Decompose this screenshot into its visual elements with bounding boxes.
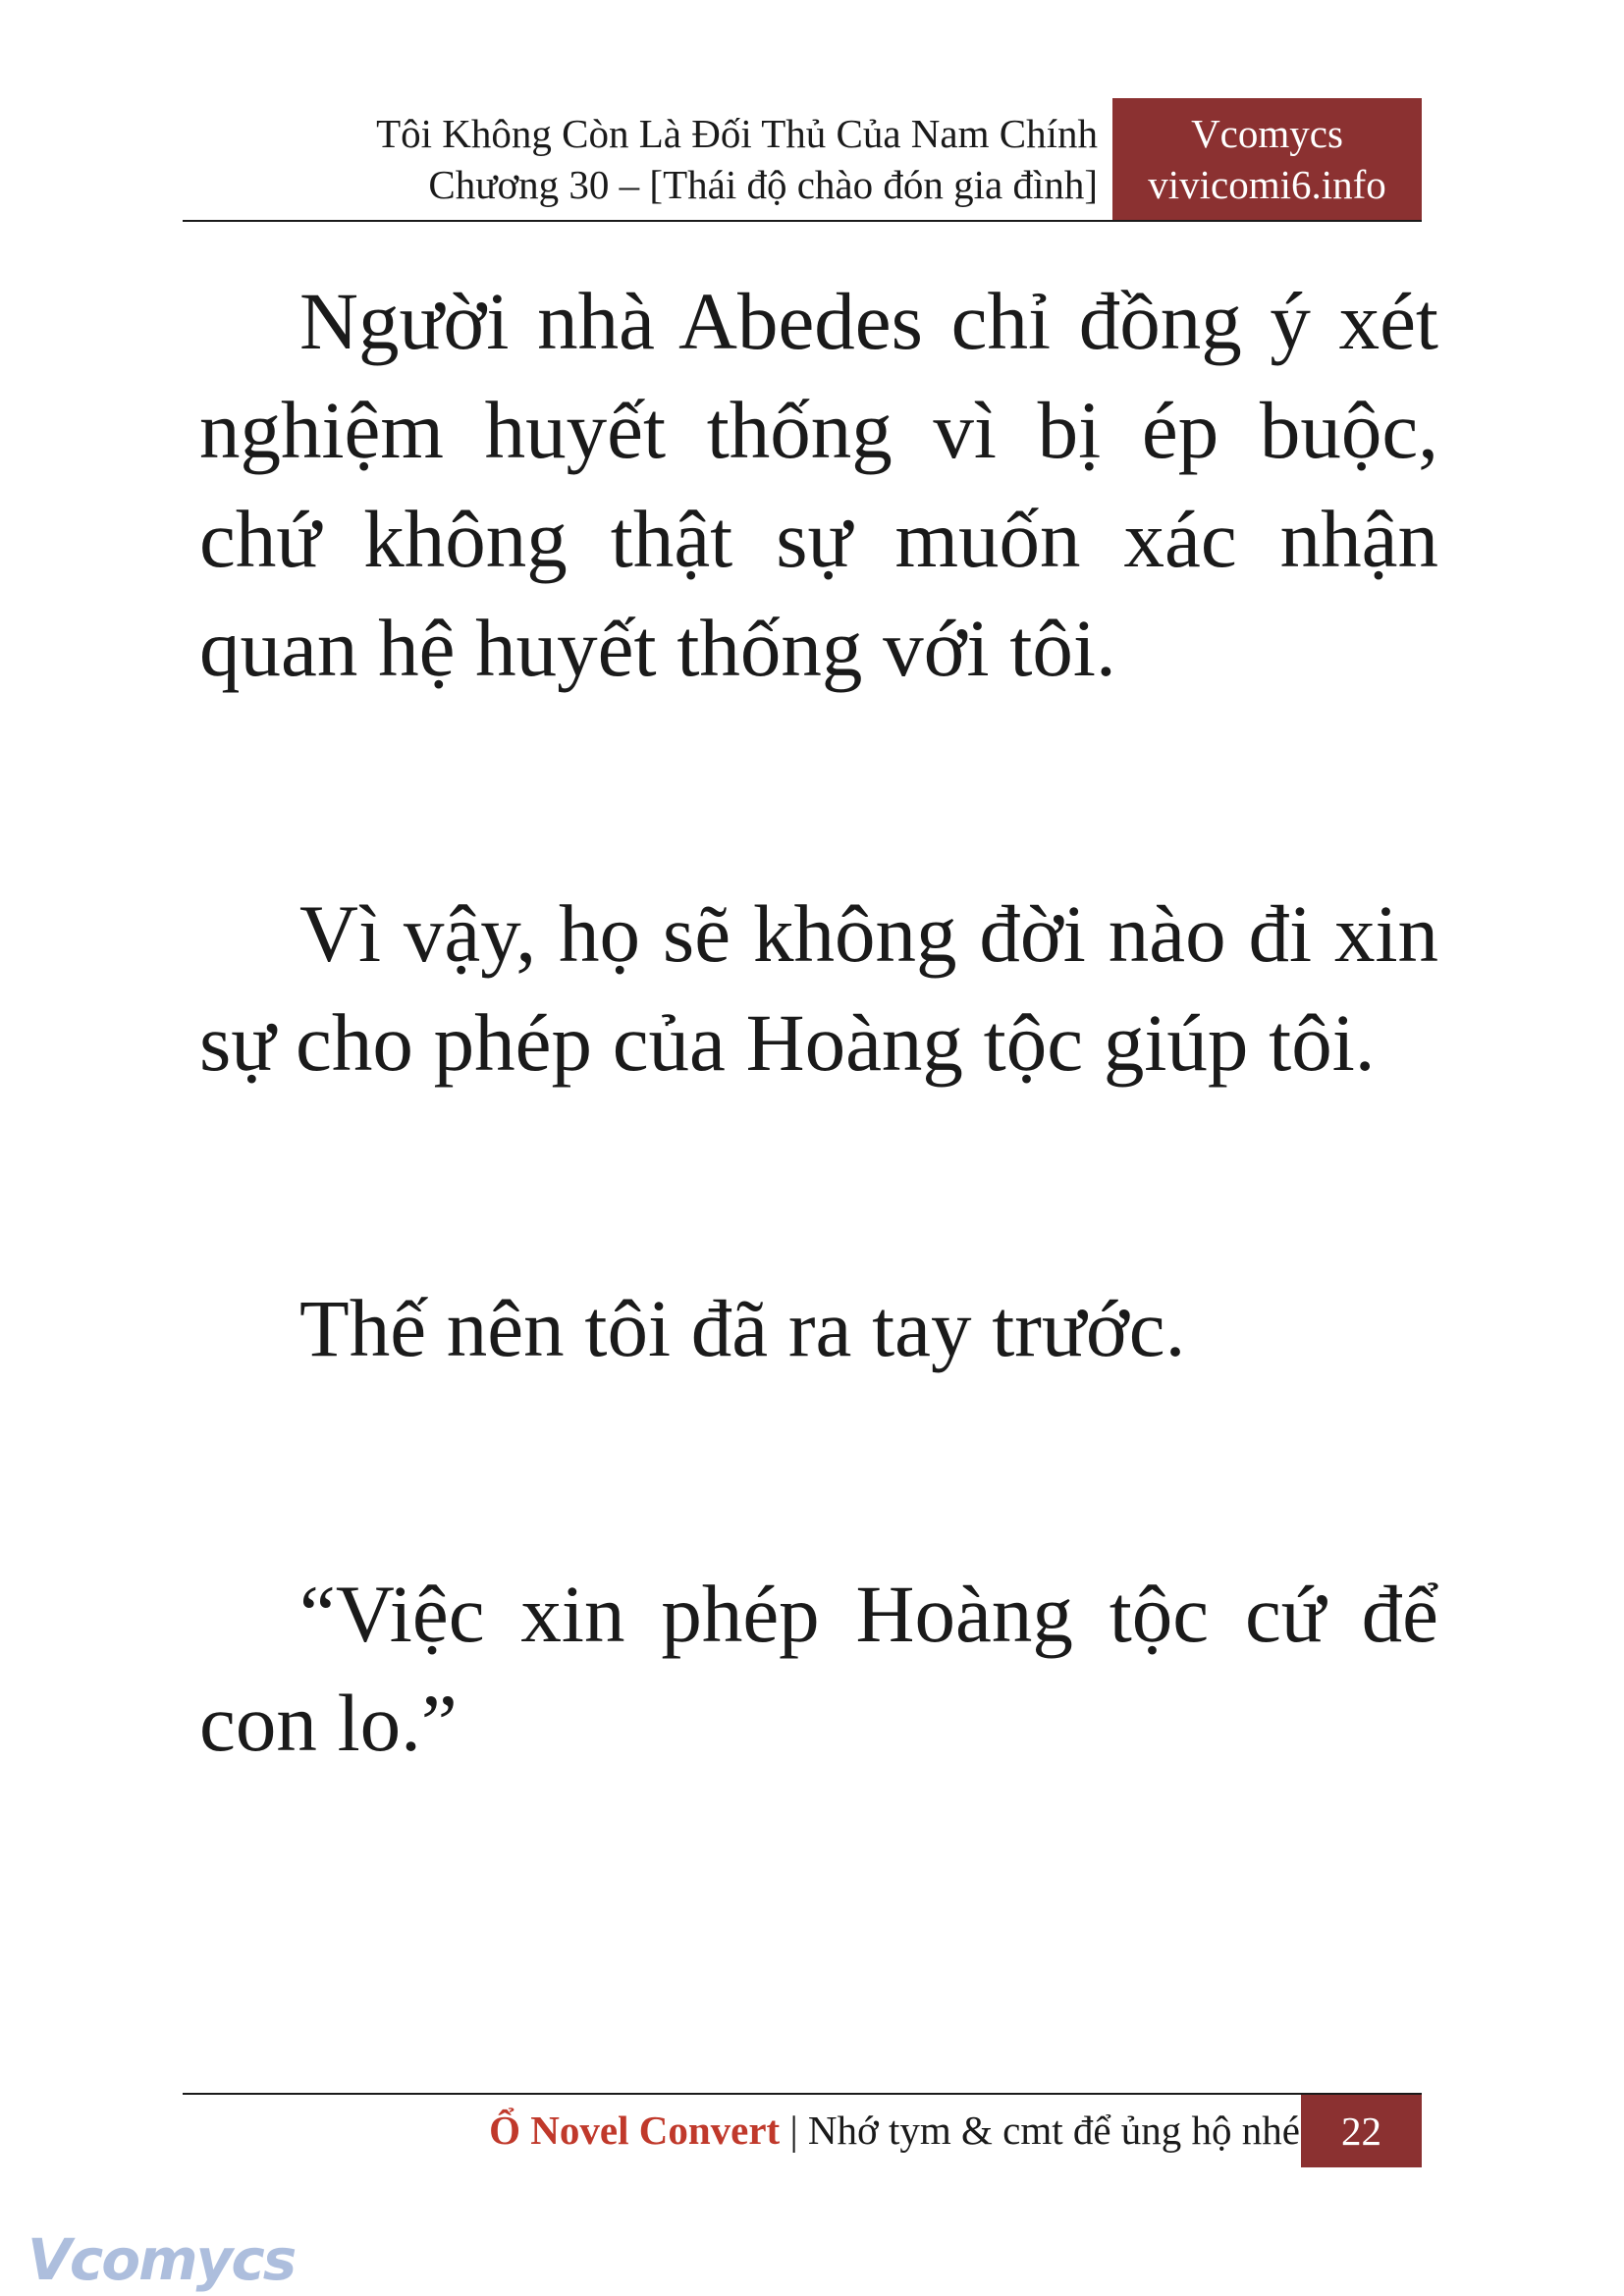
book-title: Tôi Không Còn Là Đối Thủ Của Nam Chính (376, 111, 1098, 156)
footer-separator: | (789, 2108, 798, 2153)
page-header (183, 98, 1422, 220)
paragraph: “Việc xin phép Hoàng tộc cứ để con lo.” (199, 1569, 1438, 1768)
chapter-body (199, 267, 1438, 1778)
chapter-title: Chương 30 – [Thái độ chào đón gia đình] (428, 162, 1098, 207)
paragraph: Thế nên tôi đã ra tay trước. (299, 1283, 1186, 1373)
brand-name: Vcomycs (1191, 111, 1343, 156)
footer-divider (183, 2093, 1422, 2095)
paragraph: Vì vậy, họ sẽ không đời nào đi xin sự cho phép của Hoàng tộc giúp tôi. (199, 888, 1438, 1088)
footer-brand: Ổ Novel Convert (489, 2108, 781, 2153)
footer-message: Nhớ tym & cmt để ủng hộ nhé (807, 2108, 1300, 2153)
watermark-logo: Vcomycs (27, 2226, 296, 2293)
header-titles (376, 108, 1098, 210)
paragraph: Người nhà Abedes chỉ đồng ý xét nghiệm huyết thống vì bị ép buộc, chứ không thật sự muốn xác nhận quan hệ huyết thống với tôi. (199, 276, 1438, 693)
brand-site: vivicomi6.info (1148, 162, 1386, 207)
header-brand-box (1112, 98, 1422, 220)
header-divider (183, 220, 1422, 222)
footer-line (489, 2105, 1300, 2156)
page-number: 22 (1301, 2095, 1422, 2167)
